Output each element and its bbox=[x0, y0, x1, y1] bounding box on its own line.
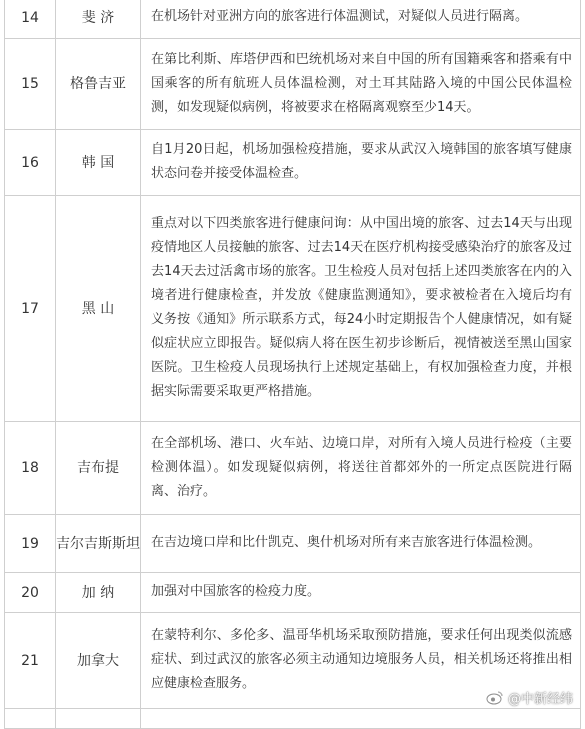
watermark-text: @中新经纬 bbox=[507, 692, 573, 707]
empty-cell bbox=[141, 709, 581, 729]
country-name: 吉布提 bbox=[56, 422, 141, 515]
country-name: 黑 山 bbox=[56, 196, 141, 422]
table-row bbox=[5, 573, 581, 613]
row-number: 18 bbox=[5, 422, 56, 515]
table-row bbox=[5, 130, 581, 196]
row-number: 16 bbox=[5, 130, 56, 196]
measure-text: 在蒙特利尔、多伦多、温哥华机场采取预防措施，要求任何出现类似流感症状、到过武汉的旅客必须主动通知边境服务人员，相关机场还将推出相应健康检查服务。 bbox=[141, 613, 581, 709]
country-name: 斐 济 bbox=[56, 0, 141, 39]
measure-text: 加强对中国旅客的检疫力度。 bbox=[141, 573, 581, 613]
country-name: 格鲁吉亚 bbox=[56, 39, 141, 130]
table-row bbox=[5, 422, 581, 515]
table-row bbox=[5, 0, 581, 39]
weibo-icon bbox=[486, 690, 504, 705]
country-name: 吉尔吉斯斯坦 bbox=[56, 515, 141, 573]
empty-cell bbox=[5, 709, 56, 729]
row-number: 15 bbox=[5, 39, 56, 130]
measure-text: 在第比利斯、库塔伊西和巴统机场对来自中国的所有国籍乘客和搭乘有中国乘客的所有航班人员体温检测，对土耳其陆路入境的中国公民体温检测，如发现疑似病例，将被要求在格隔离观察至少14天。 bbox=[141, 39, 581, 130]
table-row bbox=[5, 709, 581, 729]
measures-table bbox=[4, 0, 581, 729]
weibo-watermark bbox=[486, 688, 573, 707]
row-number: 14 bbox=[5, 0, 56, 39]
measure-text: 在吉边境口岸和比什凯克、奥什机场对所有来吉旅客进行体温检测。 bbox=[141, 515, 581, 573]
row-number: 20 bbox=[5, 573, 56, 613]
measure-text: 在全部机场、港口、火车站、边境口岸，对所有入境人员进行检疫（主要检测体温）。如发现疑似病例，将送往首都郊外的一所定点医院进行隔离、治疗。 bbox=[141, 422, 581, 515]
country-name: 加拿大 bbox=[56, 613, 141, 709]
country-name: 韩 国 bbox=[56, 130, 141, 196]
empty-cell bbox=[56, 709, 141, 729]
measure-text: 重点对以下四类旅客进行健康问询：从中国出境的旅客、过去14天与出现疫情地区人员接触的旅客、过去14天在医疗机构接受感染治疗的旅客及过去14天去过活禽市场的旅客。卫生检疫人员对包括上述四类旅客在内的入境者进行健康检查，并发放《健康监测通知》，要求被检者在入境后均有义务按《通知》所示联系方式，每24小时定期报告个人健康情况，如有疑似症状应立即报告。疑似病人将在医生初步诊断后，视情被送至黑山国家医院。卫生检疫人员现场执行上述规定基础上，有权加强检查力度，并根据实际需要采取更严格措施。 bbox=[141, 196, 581, 422]
row-number: 19 bbox=[5, 515, 56, 573]
country-name: 加 纳 bbox=[56, 573, 141, 613]
table-row bbox=[5, 196, 581, 422]
measure-text: 在机场针对亚洲方向的旅客进行体温测试，对疑似人员进行隔离。 bbox=[141, 0, 581, 39]
measure-text: 自1月20日起，机场加强检疫措施，要求从武汉入境韩国的旅客填写健康状态问卷并接受体温检查。 bbox=[141, 130, 581, 196]
table-row bbox=[5, 39, 581, 130]
table-row bbox=[5, 515, 581, 573]
row-number: 17 bbox=[5, 196, 56, 422]
row-number: 21 bbox=[5, 613, 56, 709]
